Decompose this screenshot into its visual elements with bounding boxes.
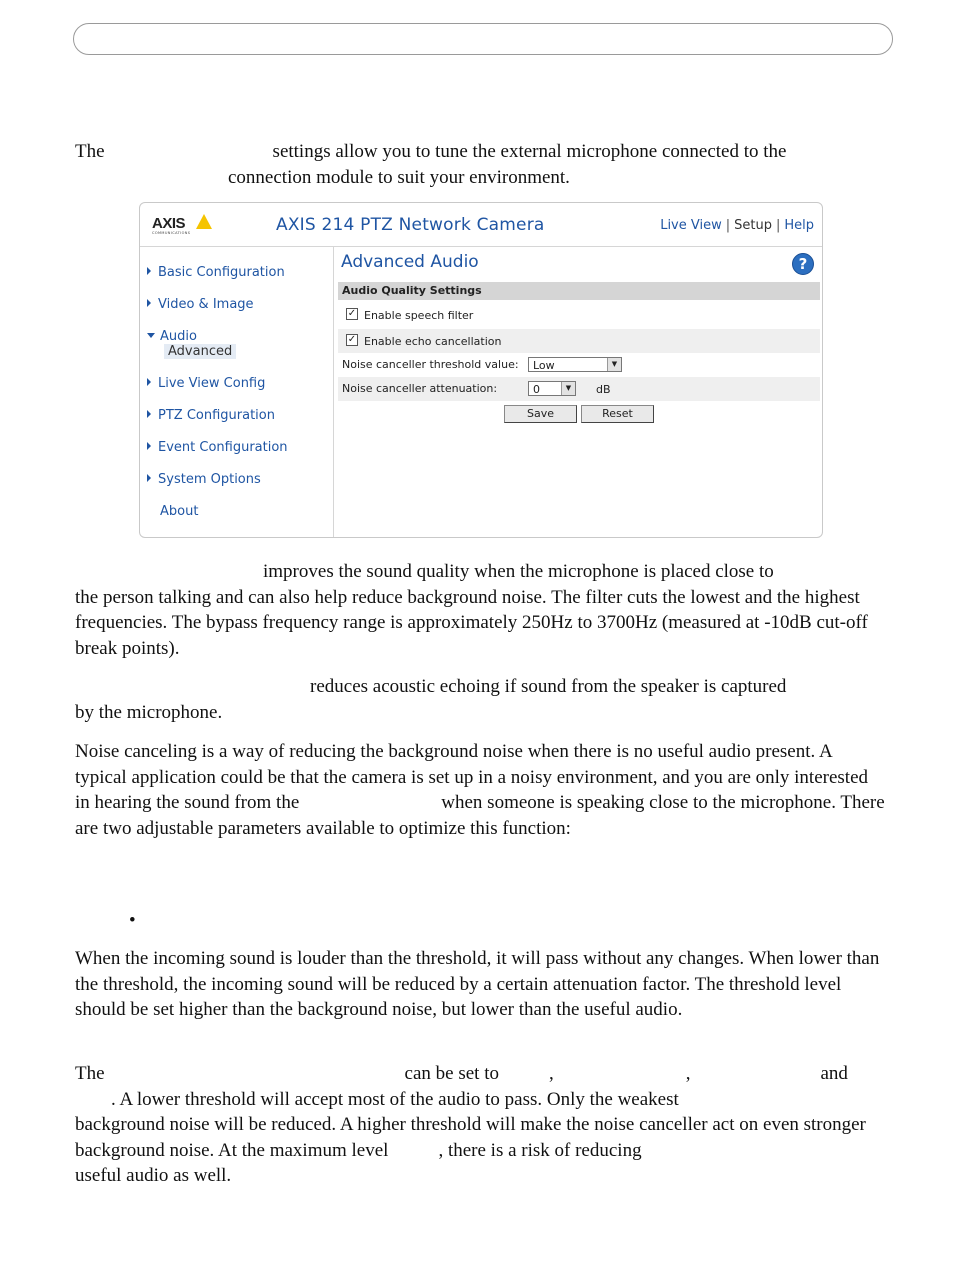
p3-part-b: when someone is bbox=[441, 792, 573, 813]
help-icon[interactable]: ? bbox=[792, 253, 814, 275]
threshold-row bbox=[338, 353, 820, 377]
p5-lead: The bbox=[75, 1063, 105, 1084]
sidebar-item-live-view-config[interactable] bbox=[147, 376, 265, 391]
echo-cancellation-row bbox=[338, 329, 820, 353]
page-title: Advanced Audio bbox=[341, 252, 479, 272]
setup-link[interactable]: Setup bbox=[734, 218, 772, 233]
sidebar-subitem-advanced[interactable]: Advanced bbox=[164, 344, 236, 359]
live-view-link[interactable]: Live View bbox=[660, 218, 722, 233]
chevron-down-icon bbox=[147, 333, 155, 338]
axis-logo-text: AXIS bbox=[152, 215, 186, 232]
p5-part-a: can be set to bbox=[404, 1063, 499, 1084]
camera-setup-screenshot bbox=[139, 202, 823, 538]
chevron-right-icon bbox=[147, 474, 151, 482]
intro-line2: connection module to suit your environment. bbox=[228, 166, 570, 188]
p2-line1: reduces acoustic echoing if sound from the speaker is captured bbox=[310, 676, 787, 697]
threshold-select[interactable] bbox=[528, 357, 622, 372]
chevron-right-icon bbox=[147, 442, 151, 450]
page-header-bar bbox=[73, 23, 893, 55]
section-header: Audio Quality Settings bbox=[338, 282, 820, 300]
save-button[interactable]: Save bbox=[504, 405, 577, 423]
axis-logo-subtext: COMMUNICATIONS bbox=[152, 231, 191, 235]
speech-filter-paragraph bbox=[75, 559, 887, 661]
attenuation-select[interactable] bbox=[528, 381, 576, 396]
speech-filter-row bbox=[338, 303, 820, 327]
threshold-label: Noise canceller threshold value: bbox=[342, 358, 519, 371]
axis-logo-triangle-icon bbox=[196, 214, 212, 229]
camera-header bbox=[140, 203, 822, 247]
threshold-value: Low bbox=[533, 359, 555, 372]
sidebar-item-basic-configuration[interactable] bbox=[147, 265, 285, 280]
noise-canceling-paragraph bbox=[75, 739, 887, 841]
p5-comma: , bbox=[548, 1063, 554, 1084]
advanced-audio-panel bbox=[334, 247, 822, 537]
echo-cancellation-checkbox[interactable]: ✓ bbox=[347, 334, 357, 345]
p5-part-d: , there is a risk of reducing bbox=[438, 1139, 642, 1161]
intro-lead: The bbox=[75, 141, 105, 162]
echo-paragraph bbox=[75, 674, 887, 725]
p1-line1: improves the sound quality when the microphone is placed close to bbox=[263, 561, 774, 582]
p1-rest: the person talking and can also help reduce background noise. The filter cuts the lowest and the highest frequencies. The bypass frequency range is approximately 250Hz to 3700Hz (measured at -10dB cut-off break points). bbox=[75, 586, 868, 659]
threshold-paragraph: When the incoming sound is louder than the threshold, it will pass without any changes. When lower than the threshold, the incoming sound will be reduced by a certain attenuation factor. The threshold level should be set higher than the background noise, but lower than the useful audio. bbox=[75, 948, 880, 1020]
sidebar-item-audio[interactable] bbox=[147, 329, 197, 344]
sidebar-item-ptz-configuration[interactable] bbox=[147, 408, 275, 423]
sidebar-item-label: Live View Config bbox=[158, 376, 266, 391]
threshold-values-paragraph bbox=[75, 1061, 887, 1189]
help-link[interactable]: Help bbox=[784, 218, 814, 233]
intro-paragraph bbox=[75, 139, 887, 190]
setup-sidebar bbox=[140, 247, 334, 537]
top-links bbox=[660, 218, 814, 233]
attenuation-row bbox=[338, 377, 820, 401]
attenuation-unit: dB bbox=[596, 383, 611, 396]
p5-comma: , bbox=[685, 1063, 691, 1084]
sidebar-item-label: System Options bbox=[158, 472, 261, 487]
chevron-right-icon bbox=[147, 299, 151, 307]
sidebar-item-label: Basic Configuration bbox=[158, 265, 285, 280]
sidebar-item-about[interactable] bbox=[147, 504, 198, 519]
p2-rest: by the microphone. bbox=[75, 701, 223, 723]
p5-part-e: useful audio as well. bbox=[75, 1165, 232, 1186]
p5-and: and bbox=[820, 1063, 848, 1084]
sidebar-item-label: Audio bbox=[160, 329, 197, 344]
camera-title: AXIS 214 PTZ Network Camera bbox=[276, 215, 545, 235]
link-separator: | bbox=[775, 218, 781, 233]
sidebar-item-video-image[interactable] bbox=[147, 297, 254, 312]
sidebar-item-label: PTZ Configuration bbox=[158, 408, 275, 423]
sidebar-item-event-configuration[interactable] bbox=[147, 440, 288, 455]
attenuation-value: 0 bbox=[533, 383, 540, 396]
chevron-right-icon bbox=[147, 378, 151, 386]
sidebar-item-label: Video & Image bbox=[158, 297, 254, 312]
p5-part-b: . A lower threshold will accept most of the audio to pass. Only the weakest bbox=[111, 1088, 679, 1110]
dropdown-arrow-icon[interactable]: ▼ bbox=[561, 382, 575, 395]
link-separator: | bbox=[725, 218, 731, 233]
sidebar-item-label: About bbox=[160, 504, 199, 519]
intro-line1: settings allow you to tune the external microphone connected to the bbox=[272, 141, 787, 162]
p3-part-a: Noise canceling is a way of reducing the background noise when there is no useful audio present. A typical application could be that the camera is set up in a noisy environment, and you are only interested in hearing the sound from the bbox=[75, 741, 869, 813]
dropdown-arrow-icon[interactable]: ▼ bbox=[607, 358, 621, 371]
sidebar-item-label: Event Configuration bbox=[158, 440, 288, 455]
speech-filter-checkbox[interactable]: ✓ bbox=[347, 308, 357, 319]
attenuation-label: Noise canceller attenuation: bbox=[342, 382, 498, 395]
p3-part-c: speaking close to the microphone. There are two adjustable parameters available to optimize this function: bbox=[75, 792, 885, 839]
axis-logo bbox=[152, 213, 191, 235]
speech-filter-label: Enable speech filter bbox=[364, 309, 474, 322]
chevron-right-icon bbox=[147, 267, 151, 275]
chevron-right-icon bbox=[147, 410, 151, 418]
bullet-marker: • bbox=[129, 910, 136, 931]
echo-cancellation-label: Enable echo cancellation bbox=[364, 335, 502, 348]
p5-part-c: background noise will be reduced. A higher threshold will make the noise canceller act on even stronger background noise. At the maximum level bbox=[75, 1114, 866, 1161]
sidebar-item-system-options[interactable] bbox=[147, 472, 261, 487]
reset-button[interactable]: Reset bbox=[581, 405, 654, 423]
